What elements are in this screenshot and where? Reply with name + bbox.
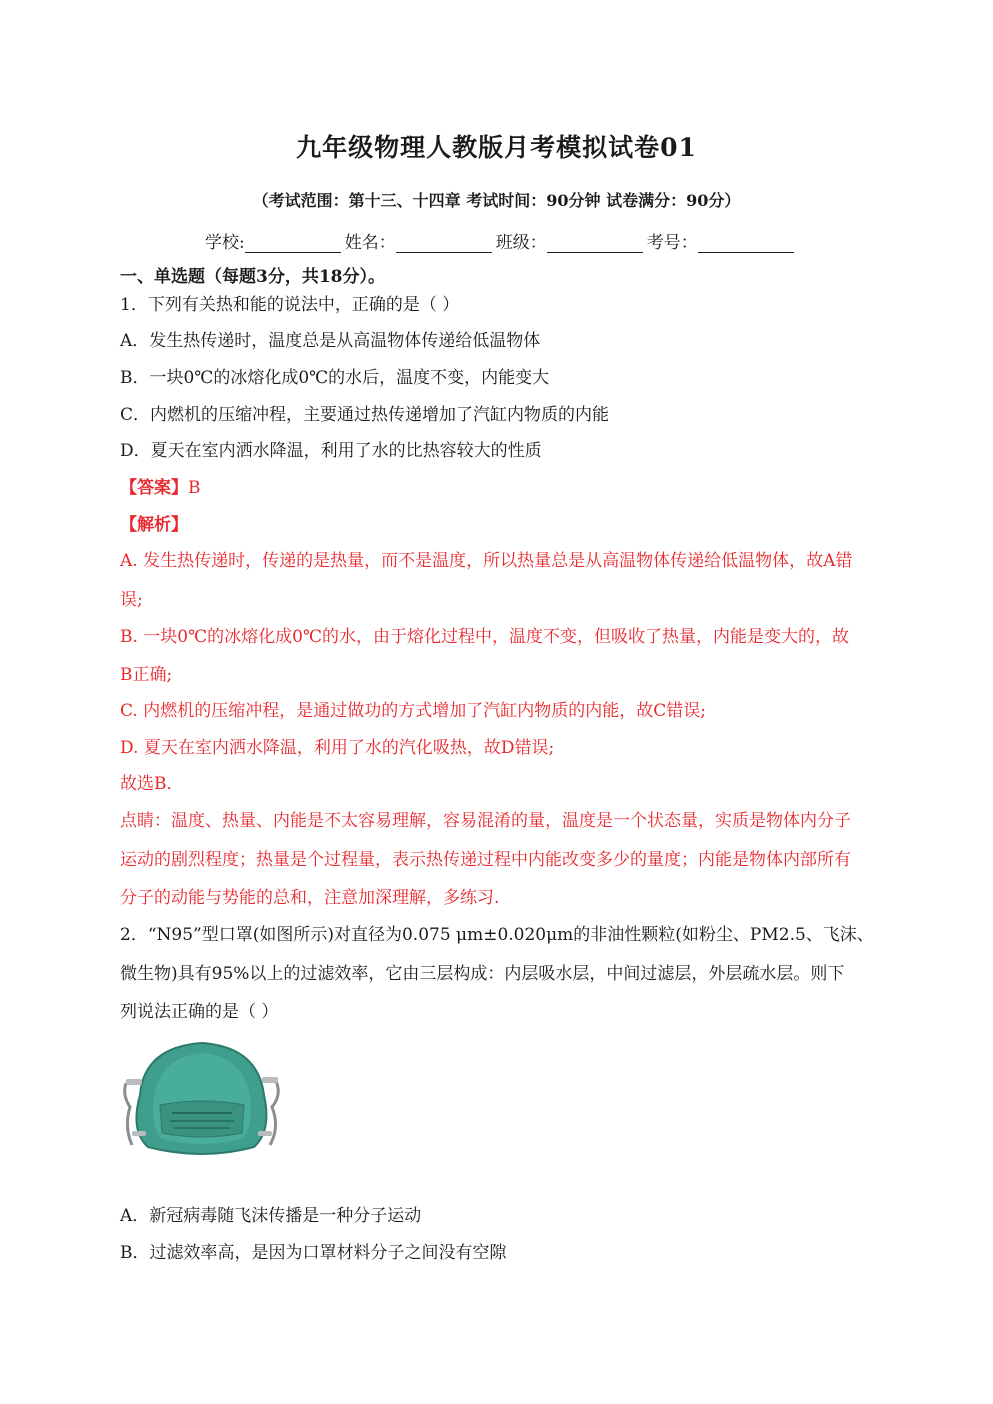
mask-clip-right-bottom: [258, 1131, 272, 1136]
q2-option-a: A．新冠病毒随飞沫传播是一种分子运动: [120, 1206, 422, 1226]
q1-option-a: A．发生热传递时，温度总是从高温物体传递给低温物体: [120, 331, 541, 351]
n95-mask-image: [120, 1035, 282, 1155]
expl-line: 运动的剧烈程度；热量是个过程量，表示热传递过程中内能改变多少的量度；内能是物体内部所有: [120, 850, 851, 870]
mask-strap-left: [125, 1083, 132, 1145]
number-blank[interactable]: [698, 234, 794, 253]
q1-answer: [120, 473, 201, 498]
expl-line: 误;: [120, 590, 143, 610]
name-label: 姓名：: [344, 233, 396, 253]
answer-label: 【答案】: [120, 478, 188, 498]
expl-line: 故选B．: [120, 774, 184, 794]
name-blank[interactable]: [396, 234, 492, 253]
mask-clip-right-top: [262, 1077, 278, 1083]
q2-stem-line: 2．“N95”型口罩(如图所示)对直径为0.075 μm±0.020μm的非油性颗粒(如粉尘、PM2.5、飞沫、: [120, 925, 874, 945]
q2-stem-line: 微生物)具有95%以上的过滤效率，它由三层构成：内层吸水层，中间过滤层，外层疏水层。则下: [120, 964, 845, 984]
answer-value: B: [188, 478, 201, 498]
class-blank[interactable]: [547, 234, 643, 253]
analysis-label: 【解析】: [120, 515, 188, 535]
student-info-row: [205, 228, 798, 253]
expl-line: D. 夏天在室内洒水降温，利用了水的汽化吸热，故D错误;: [120, 738, 555, 758]
class-label: 班级：: [495, 233, 547, 253]
expl-line: B. 一块0℃的冰熔化成0℃的水，由于熔化过程中，温度不变，但吸收了热量，内能是变大的，故: [120, 627, 849, 647]
mask-label-panel: [160, 1101, 244, 1137]
q1-option-c: C．内燃机的压缩冲程，主要通过热传递增加了汽缸内物质的内能: [120, 405, 610, 425]
expl-line: 点睛：温度、热量、内能是不太容易理解，容易混淆的量，温度是一个状态量，实质是物体内分子: [120, 811, 851, 831]
school-label: 学校:: [205, 233, 245, 253]
q1-stem: 1．下列有关热和能的说法中，正确的是（ ）: [120, 295, 460, 315]
expl-line: B正确;: [120, 665, 173, 685]
mask-clip-left-bottom: [132, 1131, 146, 1136]
expl-line: A. 发生热传递时，传递的是热量，而不是温度，所以热量总是从高温物体传递给低温物体，故A错: [120, 551, 853, 571]
expl-line: 分子的动能与势能的总和，注意加深理解，多练习.: [120, 888, 500, 908]
page-title: 九年级物理人教版月考模拟试卷01: [296, 133, 697, 162]
number-label: 考号：: [646, 233, 698, 253]
q1-option-b: B．一块0℃的冰熔化成0℃的水后，温度不变，内能变大: [120, 368, 550, 388]
mask-clip-left-top: [126, 1079, 142, 1085]
school-blank[interactable]: [245, 234, 341, 253]
section-heading: 一、单选题（每题3分，共18分）。: [120, 267, 385, 287]
expl-line: C. 内燃机的压缩冲程，是通过做功的方式增加了汽缸内物质的内能，故C错误;: [120, 701, 706, 721]
q1-option-d: D．夏天在室内洒水降温，利用了水的比热容较大的性质: [120, 441, 542, 461]
q2-stem-line: 列说法正确的是（ ）: [120, 1002, 279, 1022]
exam-subtitle: （考试范围：第十三、十四章 考试时间：90分钟 试卷满分：90分）: [252, 191, 741, 210]
q2-option-b: B．过滤效率高，是因为口罩材料分子之间没有空隙: [120, 1243, 507, 1263]
